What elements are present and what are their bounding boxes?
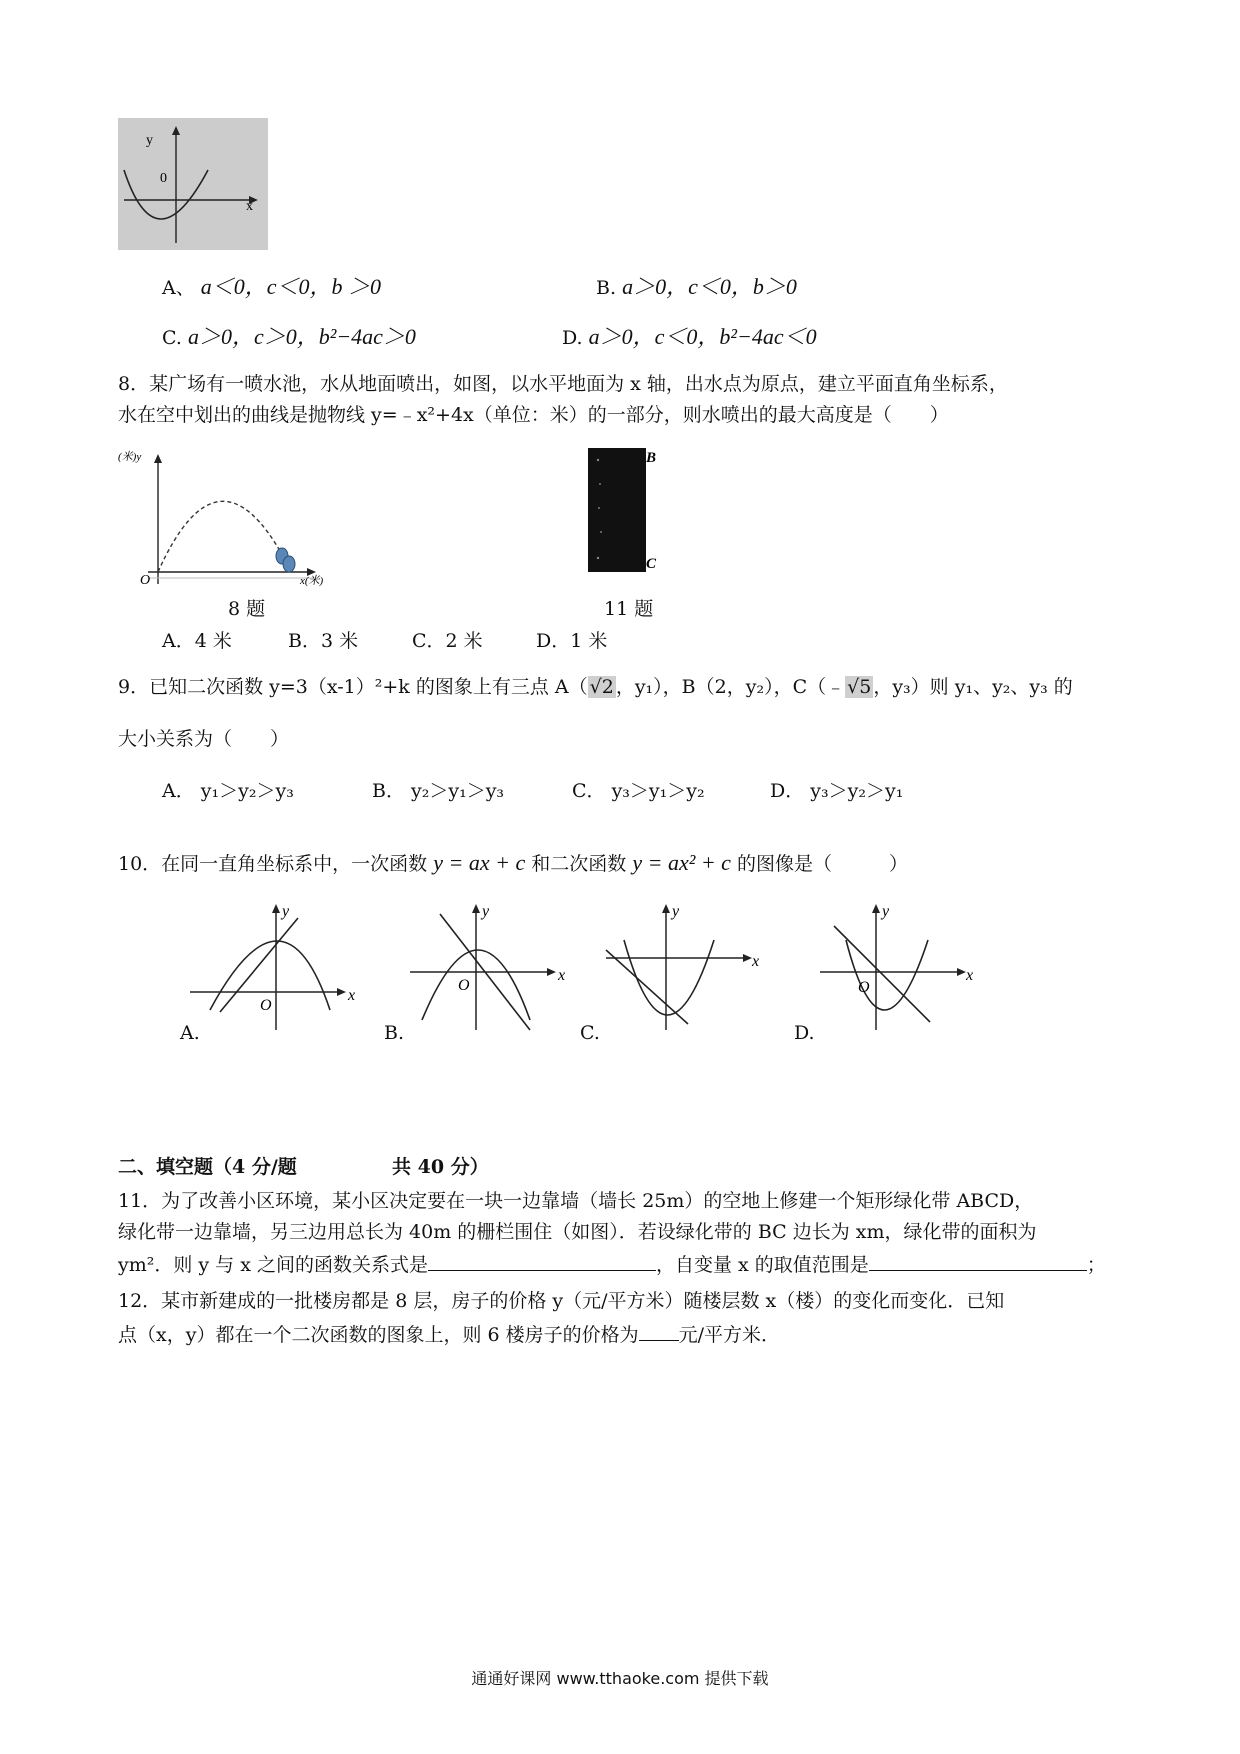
q10-option-d-letter: D. — [794, 1022, 815, 1044]
q12-line2 — [118, 1322, 780, 1346]
q8-fig-x-label: x(米) — [300, 575, 324, 587]
q11-fig-top-label: B — [646, 450, 657, 466]
q11-line3 — [118, 1252, 1106, 1276]
q10-graph-d — [810, 900, 990, 1040]
q11-line1: 11．为了改善小区环境，某小区决定要在一块一边靠墙（墙长 25m）的空地上修建一个矩形绿化带 ABCD， — [118, 1190, 1034, 1212]
q7-option-b — [596, 276, 797, 299]
q8-option-a: A．4 米 — [162, 630, 232, 652]
q11-fig-bottom-label: C — [646, 556, 657, 572]
q10-option-a-letter: A. — [180, 1022, 200, 1044]
q10-part1: 10．在同一直角坐标系中，一次函数 — [118, 853, 428, 875]
q9-line1-a: 9．已知二次函数 y=3（x-1）²+k 的图象上有三点 A（ — [118, 676, 588, 698]
q10-graph-a — [180, 900, 360, 1040]
q9-option-a: A． y₁＞y₂＞y₃ — [162, 780, 294, 802]
section2-heading — [118, 1156, 489, 1178]
q11-line2: 绿化带一边靠墙，另三边用总长为 40m 的栅栏围住（如图）．若设绿化带的 BC 边长为 xm，绿化带的面积为 — [118, 1221, 1037, 1243]
q7-option-c-letter: C. — [162, 327, 182, 349]
q10-graph-c — [596, 900, 776, 1040]
q12-line2-a: 点（x，y）都在一个二次函数的图象上，则 6 楼房子的价格为 — [118, 1324, 639, 1346]
q7-option-b-expr: a＞0，c＜0，b＞0 — [622, 274, 797, 299]
q10-graph-b — [400, 900, 580, 1040]
q11-line3-b: ，自变量 x 的取值范围是 — [655, 1254, 869, 1276]
q7-option-b-letter: B. — [596, 277, 617, 299]
q10-quadratic-formula: y = ax² + c — [632, 850, 731, 875]
q10-d-x: x — [966, 967, 974, 984]
q10-c-y: y — [672, 903, 680, 920]
q9-sqrt5: √5 — [847, 676, 872, 698]
q8-fig-origin: O — [140, 573, 151, 588]
q7-option-d-expr: a＞0，c＜0，b²−4ac＜0 — [588, 324, 817, 349]
q10-option-b-letter: B. — [384, 1022, 405, 1044]
q8-fig-y-label: (米)y — [118, 451, 142, 463]
q8-option-d: D．1 米 — [536, 630, 608, 652]
q10-line — [118, 852, 908, 875]
q10-linear-formula: y = ax + c — [433, 850, 526, 875]
q10-a-x: x — [348, 987, 356, 1004]
q7-origin-label: 0 — [160, 171, 167, 186]
q9-sqrt2: √2 — [589, 676, 614, 698]
section2-heading-b: 共 40 分） — [392, 1156, 489, 1178]
q11-line3-c: ； — [1086, 1254, 1106, 1276]
q7-y-label: y — [146, 133, 153, 148]
q7-option-d-letter: D. — [562, 327, 583, 349]
q9-option-c: C． y₃＞y₁＞y₂ — [572, 780, 705, 802]
q7-option-a-expr: a＜0，c＜0，b ＞0 — [200, 274, 382, 299]
q8-line1: 8．某广场有一喷水池，水从地面喷出，如图，以水平地面为 x 轴，出水点为原点，建立平面直角坐标系， — [118, 373, 1008, 395]
q10-d-y: y — [882, 903, 890, 920]
q7-option-d — [562, 326, 817, 349]
q7-option-c-expr: a＞0，c＞0，b²−4ac＞0 — [187, 324, 416, 349]
q11-figure — [580, 448, 660, 578]
q10-b-x: x — [558, 967, 566, 984]
q8-option-b: B．3 米 — [288, 630, 359, 652]
q9-option-d: D． y₃＞y₂＞y₁ — [770, 780, 904, 802]
q7-option-a — [162, 276, 381, 299]
q9-option-b: B． y₂＞y₁＞y₃ — [372, 780, 505, 802]
q9-line1-c: ，y₃）则 y₁、y₂、y₃ 的 — [873, 676, 1073, 698]
q9-line2: 大小关系为（ ） — [118, 728, 290, 750]
q7-option-a-letter: A、 — [162, 277, 195, 299]
q11-line3-a: ym²．则 y 与 x 之间的函数关系式是 — [118, 1254, 428, 1276]
q10-part3: 的图像是（ ） — [736, 853, 908, 875]
q10-d-origin: O — [858, 979, 870, 996]
q8-figure — [118, 448, 350, 590]
q7-option-c — [162, 326, 416, 349]
q10-a-y: y — [282, 903, 290, 920]
q7-graph — [118, 118, 268, 250]
q8-fig-label: 8 题 — [228, 598, 266, 620]
q10-b-origin: O — [458, 977, 470, 994]
q12-blank-price[interactable] — [639, 1322, 679, 1341]
q8-line2: 水在空中划出的曲线是抛物线 y=﹣x²+4x（单位：米）的一部分，则水喷出的最大高度是（ ） — [118, 404, 949, 426]
q11-blank-function[interactable] — [428, 1252, 656, 1271]
q10-b-y: y — [482, 903, 490, 920]
q10-a-origin: O — [260, 997, 272, 1014]
q10-option-c-letter: C. — [580, 1022, 600, 1044]
q10-part2: 和二次函数 — [531, 853, 627, 875]
q8-option-c: C．2 米 — [412, 630, 483, 652]
q9-line1 — [118, 676, 1073, 698]
q11-blank-range[interactable] — [869, 1252, 1087, 1271]
q9-line1-b: ，y₁），B（2，y₂），C（﹣ — [615, 676, 846, 698]
q12-line2-b: 元/平方米． — [678, 1324, 781, 1346]
q10-c-x: x — [752, 953, 760, 970]
q12-line1: 12．某市新建成的一批楼房都是 8 层，房子的价格 y（元/平方米）随楼层数 x（楼）的变化而变化．已知 — [118, 1290, 1005, 1312]
q11-fig-label: 11 题 — [604, 598, 654, 620]
page-footer: 通通好课网 www.tthaoke.com 提供下载 — [471, 1669, 769, 1688]
section2-heading-a: 二、填空题（4 分/题 — [118, 1156, 297, 1178]
q7-x-label: x — [246, 199, 253, 214]
